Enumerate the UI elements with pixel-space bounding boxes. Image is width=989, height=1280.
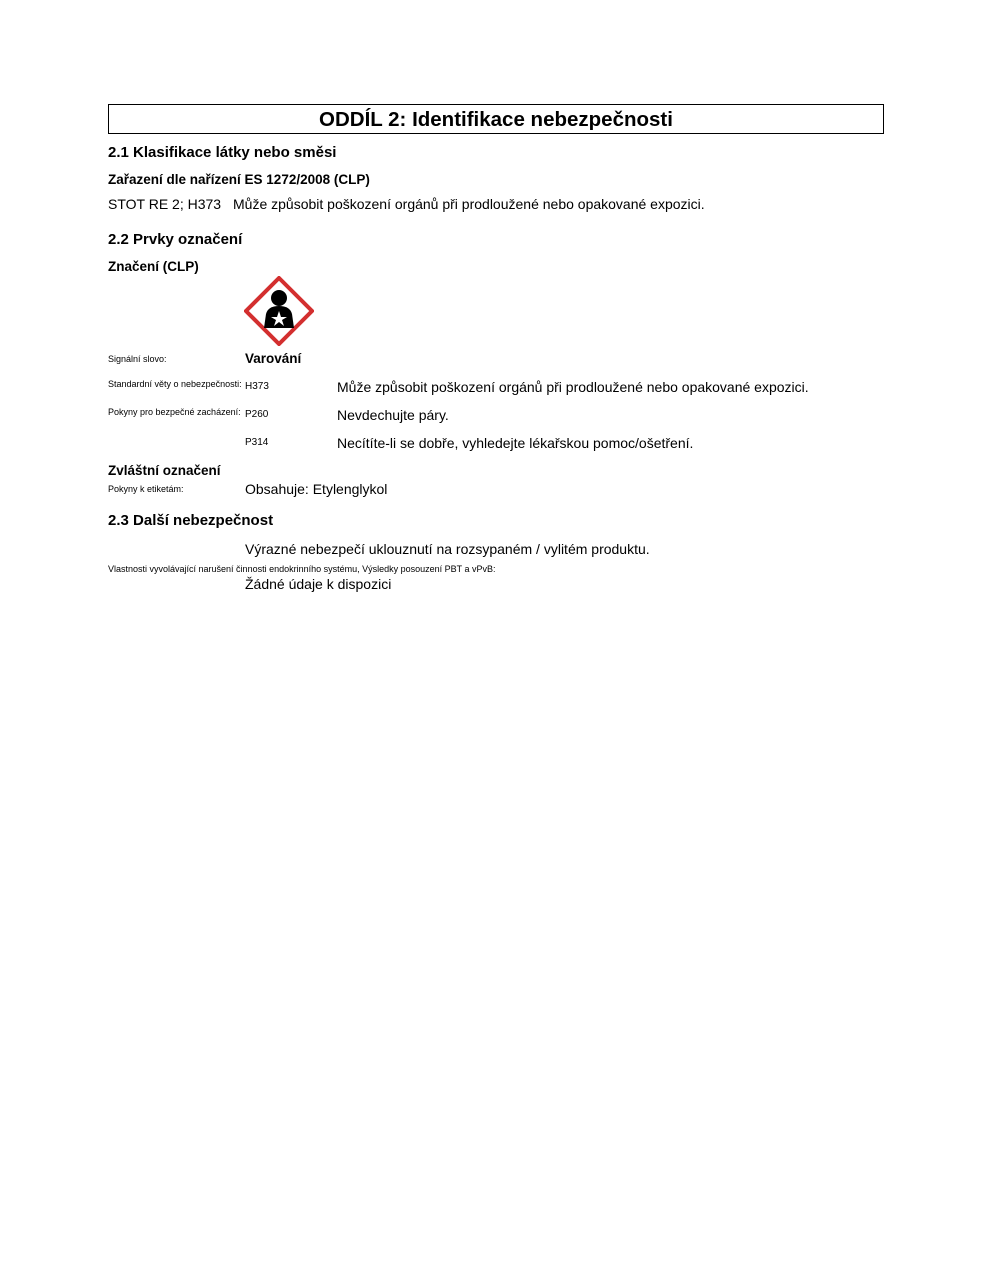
signal-word: Varování — [245, 351, 302, 366]
hazard-statements-label: Standardní věty o nebezpečnosti: — [108, 379, 242, 389]
no-data-text: Žádné údaje k dispozici — [245, 576, 392, 592]
section-title: ODDÍL 2: Identifikace nebezpečnosti — [108, 104, 884, 134]
endocrine-pbt-label: Vlastnosti vyvolávající narušení činnosti endokrinního systému, Výsledky posouzení PBT a vPvB: — [108, 564, 496, 574]
precaution-text-1: Nevdechujte páry. — [337, 407, 449, 423]
precaution-code-2: P314 — [245, 437, 269, 448]
signal-word-label: Signální slovo: — [108, 354, 167, 364]
hazard-text: Může způsobit poškození orgánů při prodloužené nebo opakované expozici. — [337, 379, 809, 395]
special-labelling-heading: Zvláštní označení — [108, 463, 221, 478]
slip-hazard-text: Výrazné nebezpečí uklouznutí na rozsypaném / vylitém produktu. — [245, 541, 650, 557]
section-2-2-heading: 2.2 Prvky označení — [108, 231, 243, 248]
section-2-1-heading: 2.1 Klasifikace látky nebo směsi — [108, 144, 337, 161]
classification-text: Může způsobit poškození orgánů při prodloužené nebo opakované expozici. — [233, 196, 705, 212]
clp-classification-heading: Zařazení dle nařízení ES 1272/2008 (CLP) — [108, 172, 370, 187]
precaution-text-2: Necítíte-li se dobře, vyhledejte lékařskou pomoc/ošetření. — [337, 435, 694, 451]
precaution-code-1: P260 — [245, 409, 269, 420]
precautionary-statements-label: Pokyny pro bezpečné zacházení: — [108, 407, 241, 417]
section-2-3-heading: 2.3 Další nebezpečnost — [108, 512, 274, 529]
label-instructions-label: Pokyny k etiketám: — [108, 484, 184, 494]
classification-code: STOT RE 2; H373 — [108, 196, 222, 212]
hazard-code: H373 — [245, 381, 269, 392]
clp-labelling-heading: Značení (CLP) — [108, 259, 199, 274]
label-instructions-text: Obsahuje: Etylenglykol — [245, 481, 388, 497]
health-hazard-icon — [244, 276, 314, 346]
